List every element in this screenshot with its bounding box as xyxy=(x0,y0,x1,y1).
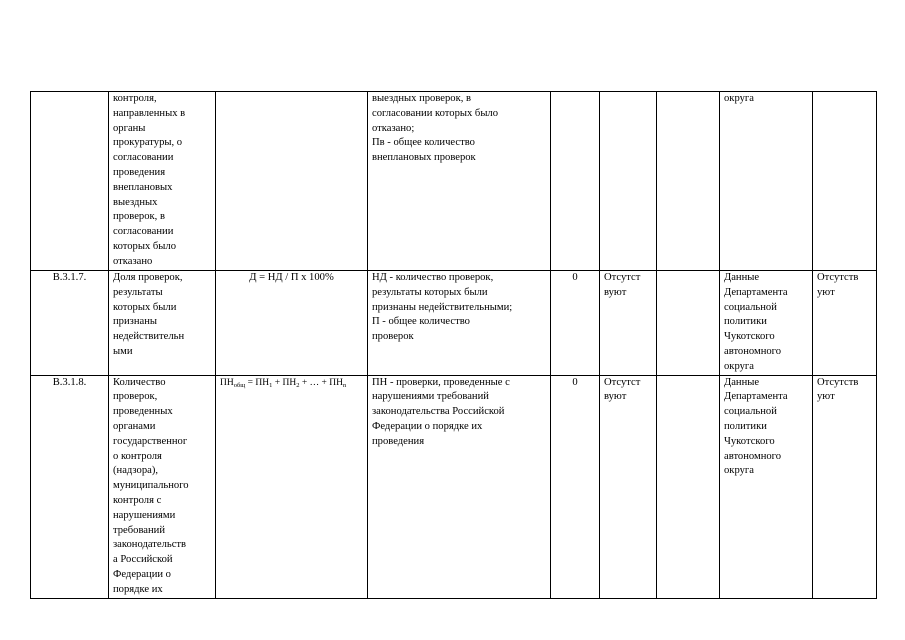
indicator-status: Отсутст вуют xyxy=(600,375,657,598)
indicator-formula: Д = НД / П х 100% xyxy=(216,271,368,376)
formula-term-n-sub: n xyxy=(342,381,347,389)
table-row xyxy=(31,271,877,376)
indicator-description: ПН - проверки, проведенные с нарушениями требований законодательства Российской Федерации о порядке их проведения xyxy=(368,375,551,598)
indicator-description: выездных проверок, в согласовании которых было отказано; Пв - общее количество внеплановых проверок xyxy=(368,92,551,271)
indicator-source: Данные Департамента социальной политики Чукотского автономного округа xyxy=(720,375,813,598)
indicator-note xyxy=(813,92,877,271)
formula-term-2-sub: 2 xyxy=(296,381,300,389)
indicator-value xyxy=(551,92,600,271)
indicator-note: Отсутств уют xyxy=(813,271,877,376)
indicator-source: Данные Департамента социальной политики Чукотского автономного округа xyxy=(720,271,813,376)
indicator-code: В.3.1.8. xyxy=(31,375,109,598)
formula-term-2: ПН xyxy=(282,377,297,388)
formula-term-1: ПН xyxy=(255,377,270,388)
indicator-table xyxy=(30,91,877,599)
indicator-formula xyxy=(216,92,368,271)
indicator-status: Отсутст вуют xyxy=(600,271,657,376)
formula-lhs-sub: общ xyxy=(233,381,246,389)
formula-lhs: ПН xyxy=(220,377,234,388)
indicator-extra xyxy=(657,92,720,271)
indicator-name: Доля проверок, результаты которых были признаны недействительн ыми xyxy=(109,271,216,376)
indicator-name: контроля, направленных в органы прокуратуры, о согласовании проведения внеплановых выездных проверок, в согласовании которых было отказано xyxy=(109,92,216,271)
indicator-source: округа xyxy=(720,92,813,271)
indicator-formula: $ПН_{общ} = ПН_1 + ПН_2$ + … + $ПН_n$ xyxy=(216,375,368,598)
indicator-name: Количество проверок, проведенных органами государственног о контроля (надзора), муниципального контроля с нарушениями требований законодательств а Российской Федерации о порядке их xyxy=(109,375,216,598)
formula-term-1-sub: 1 xyxy=(269,381,273,389)
indicator-extra xyxy=(657,271,720,376)
indicator-code: В.3.1.7. xyxy=(31,271,109,376)
indicator-description: НД - количество проверок, результаты которых были признаны недействительными; П - общее количество проверок xyxy=(368,271,551,376)
indicator-note: Отсутств уют xyxy=(813,375,877,598)
table-row xyxy=(31,375,877,598)
indicator-value: 0 xyxy=(551,271,600,376)
formula-dots: … xyxy=(309,377,320,388)
indicator-extra xyxy=(657,375,720,598)
table-row xyxy=(31,92,877,271)
indicator-code xyxy=(31,92,109,271)
formula-term-n: ПН xyxy=(329,377,343,388)
indicator-value: 0 xyxy=(551,375,600,598)
indicator-status xyxy=(600,92,657,271)
